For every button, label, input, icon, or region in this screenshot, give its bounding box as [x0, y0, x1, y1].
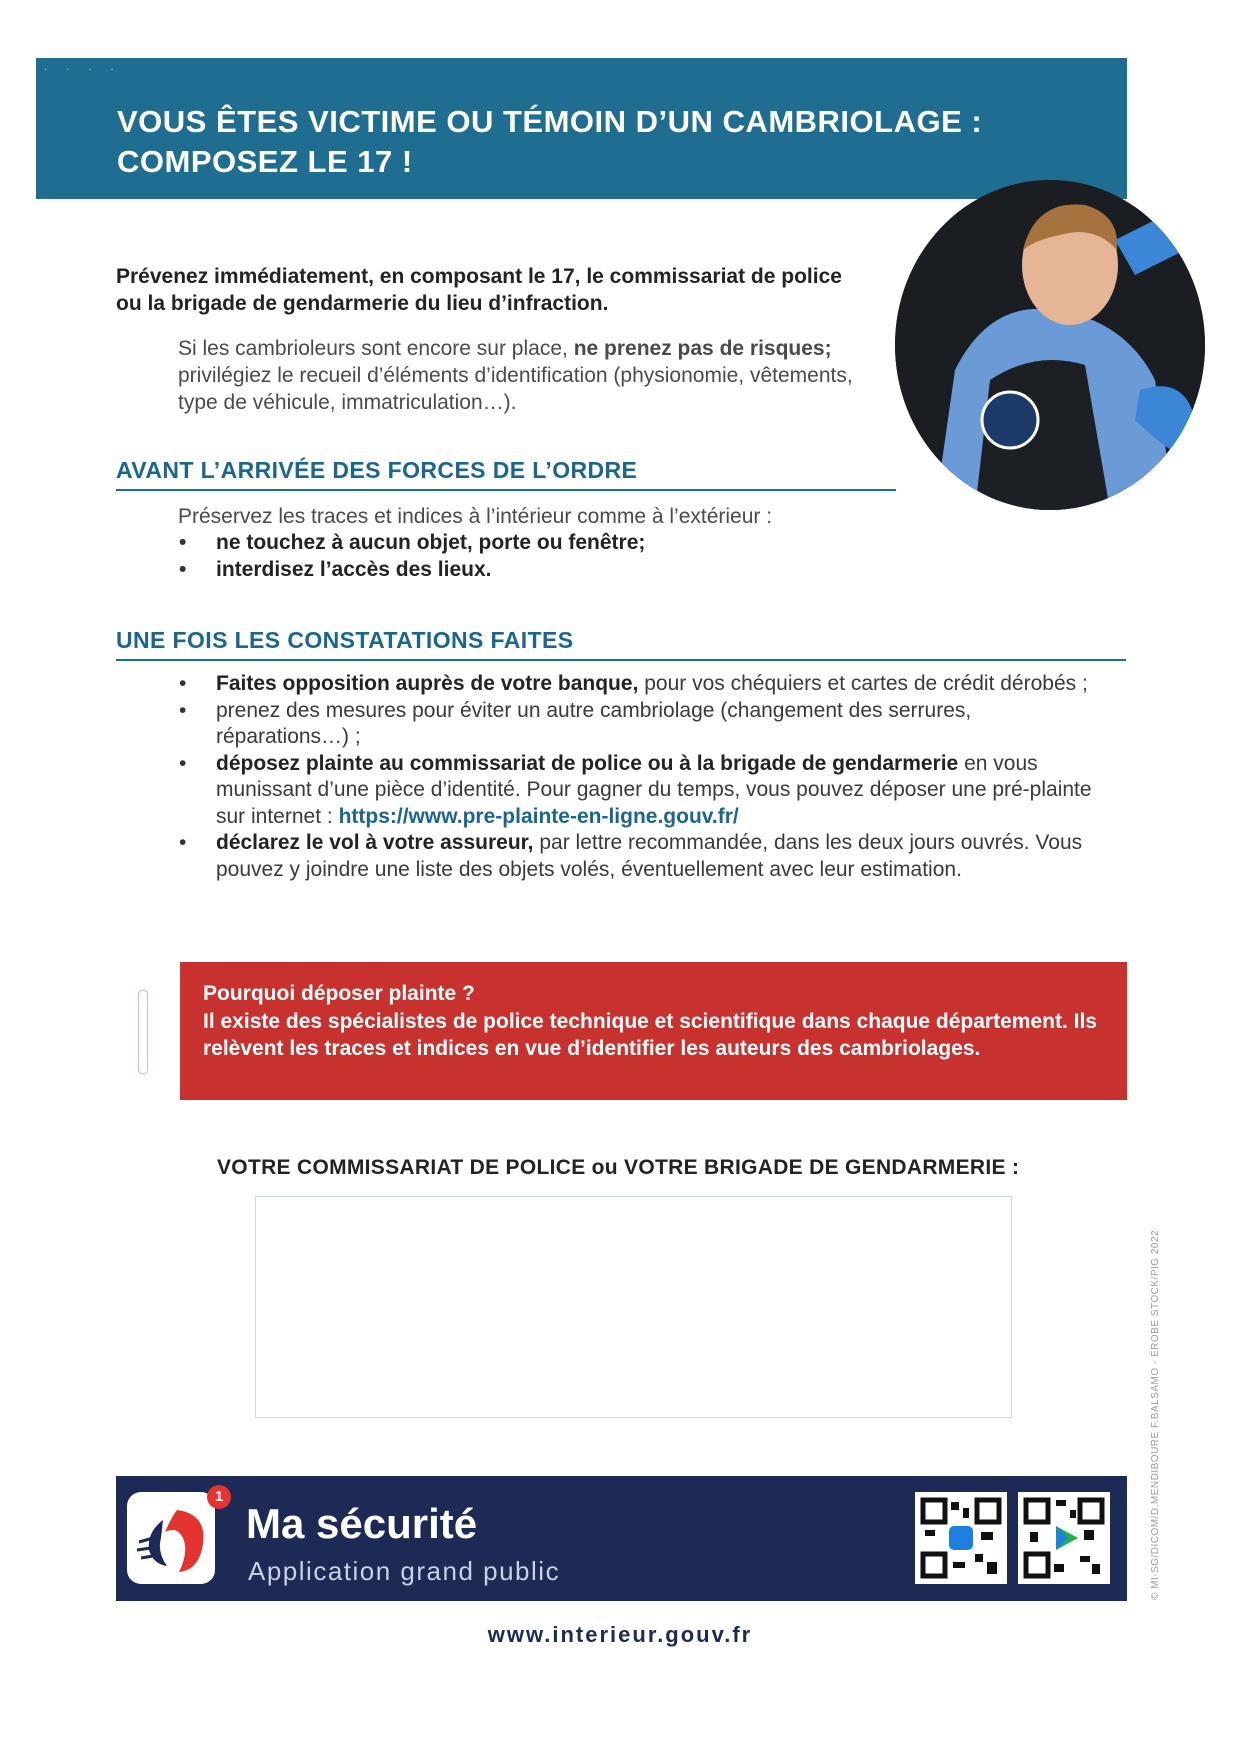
alert-text: Il existe des spécialistes de police technique et scientifique dans chaque département. Ils relèvent les traces et indices en vue d’identifier les auteurs des cambriolages.: [203, 1010, 1097, 1060]
pre-plainte-link[interactable]: https://www.pre-plainte-en-ligne.gouv.fr/: [338, 804, 739, 828]
alert-box: [180, 962, 1127, 1100]
station-address-box: [255, 1196, 1012, 1418]
intro-detail-part1: Si les cambrioleurs sont encore sur place,: [178, 337, 574, 360]
list-item: [179, 671, 1109, 698]
app-name: Ma sécurité: [246, 1500, 478, 1547]
side-legal-text: © MI-SG/DICOM/D.MENDIBOURE F.BALSAMO - ÉROBE STOCK/PIG 2022: [1150, 1229, 1161, 1600]
page-title-line2: COMPOSEZ LE 17 !: [117, 144, 413, 179]
item4-bold: déclarez le vol à votre assureur,: [216, 831, 534, 854]
section-before-intro: Préservez les traces et indices à l’intérieur comme à l’extérieur :: [178, 505, 773, 528]
list-item: • interdisez l’accès des lieux.: [179, 557, 859, 584]
item4-text: par lettre recommandée, dans les deux jours ouvrés. Vous pouvez y joindre une liste des objets volés, éventuellement avec leur estimation.: [216, 831, 1083, 881]
page-title: [117, 102, 1077, 182]
exclamation-icon: [138, 990, 148, 1074]
app-banner: [116, 1476, 1127, 1601]
item2-text: prenez des mesures pour éviter un autre cambriolage (changement des serrures, réparations…) ;: [216, 698, 972, 748]
section-before-heading: AVANT L’ARRIVÉE DES FORCES DE L’ORDRE: [116, 457, 638, 483]
section-after-heading: UNE FOIS LES CONSTATATIONS FAITES: [116, 627, 574, 653]
alert-title: Pourquoi déposer plainte ?: [203, 982, 475, 1005]
item1-bold: Faites opposition auprès de votre banque,: [216, 672, 639, 695]
section-before-list: [179, 530, 859, 583]
intro-detail-bold: ne prenez pas de risques;: [573, 337, 832, 360]
page-title-line1: VOUS ÊTES VICTIME OU TÉMOIN D’UN CAMBRIOLAGE :: [117, 104, 983, 139]
marianne-logo-icon: [127, 1492, 215, 1584]
section-before-divider: [116, 489, 896, 491]
intro-detail-part2: privilégiez le recueil d’éléments d’identification (physionomie, vêtements, type de véhicule, immatriculation…).: [178, 364, 853, 414]
item3-text: en vous munissant d’une pièce d’identité. Pour gagner du temps, vous pouvez déposer une pré-plainte sur internet :: [216, 751, 1092, 828]
google-play-qr-icon[interactable]: [1018, 1492, 1110, 1584]
officer-photo: [895, 180, 1205, 510]
section-after-divider: [116, 659, 1126, 661]
list-item: [179, 698, 1109, 751]
list-item: • ne touchez à aucun objet, porte ou fenêtre;: [179, 530, 859, 557]
app-logo-icon: [127, 1492, 215, 1584]
station-title: VOTRE COMMISSARIAT DE POLICE ou VOTRE BRIGADE DE GENDARMERIE :: [217, 1156, 1020, 1179]
notification-badge: 1: [207, 1485, 231, 1509]
intro-detail: [178, 335, 878, 416]
section-after-list: [179, 671, 1109, 883]
list-item: [179, 751, 1109, 831]
item3-bold: déposez plainte au commissariat de police ou à la brigade de gendarmerie: [216, 751, 959, 775]
header-decoration: · · · ·: [44, 64, 122, 75]
app-store-qr-icon[interactable]: [915, 1492, 1007, 1584]
header-banner: [36, 58, 1127, 199]
footer-website-link[interactable]: www.interieur.gouv.fr: [487, 1622, 753, 1647]
intro-lead: Prévenez immédiatement, en composant le 17, le commissariat de police ou la brigade de gendarmerie du lieu d’infraction.: [116, 265, 842, 315]
item1-text: pour vos chéquiers et cartes de crédit dérobés ;: [638, 672, 1088, 695]
officer-illustration: [895, 180, 1205, 510]
app-tagline: Application grand public: [248, 1556, 561, 1586]
list-item: [179, 830, 1109, 883]
